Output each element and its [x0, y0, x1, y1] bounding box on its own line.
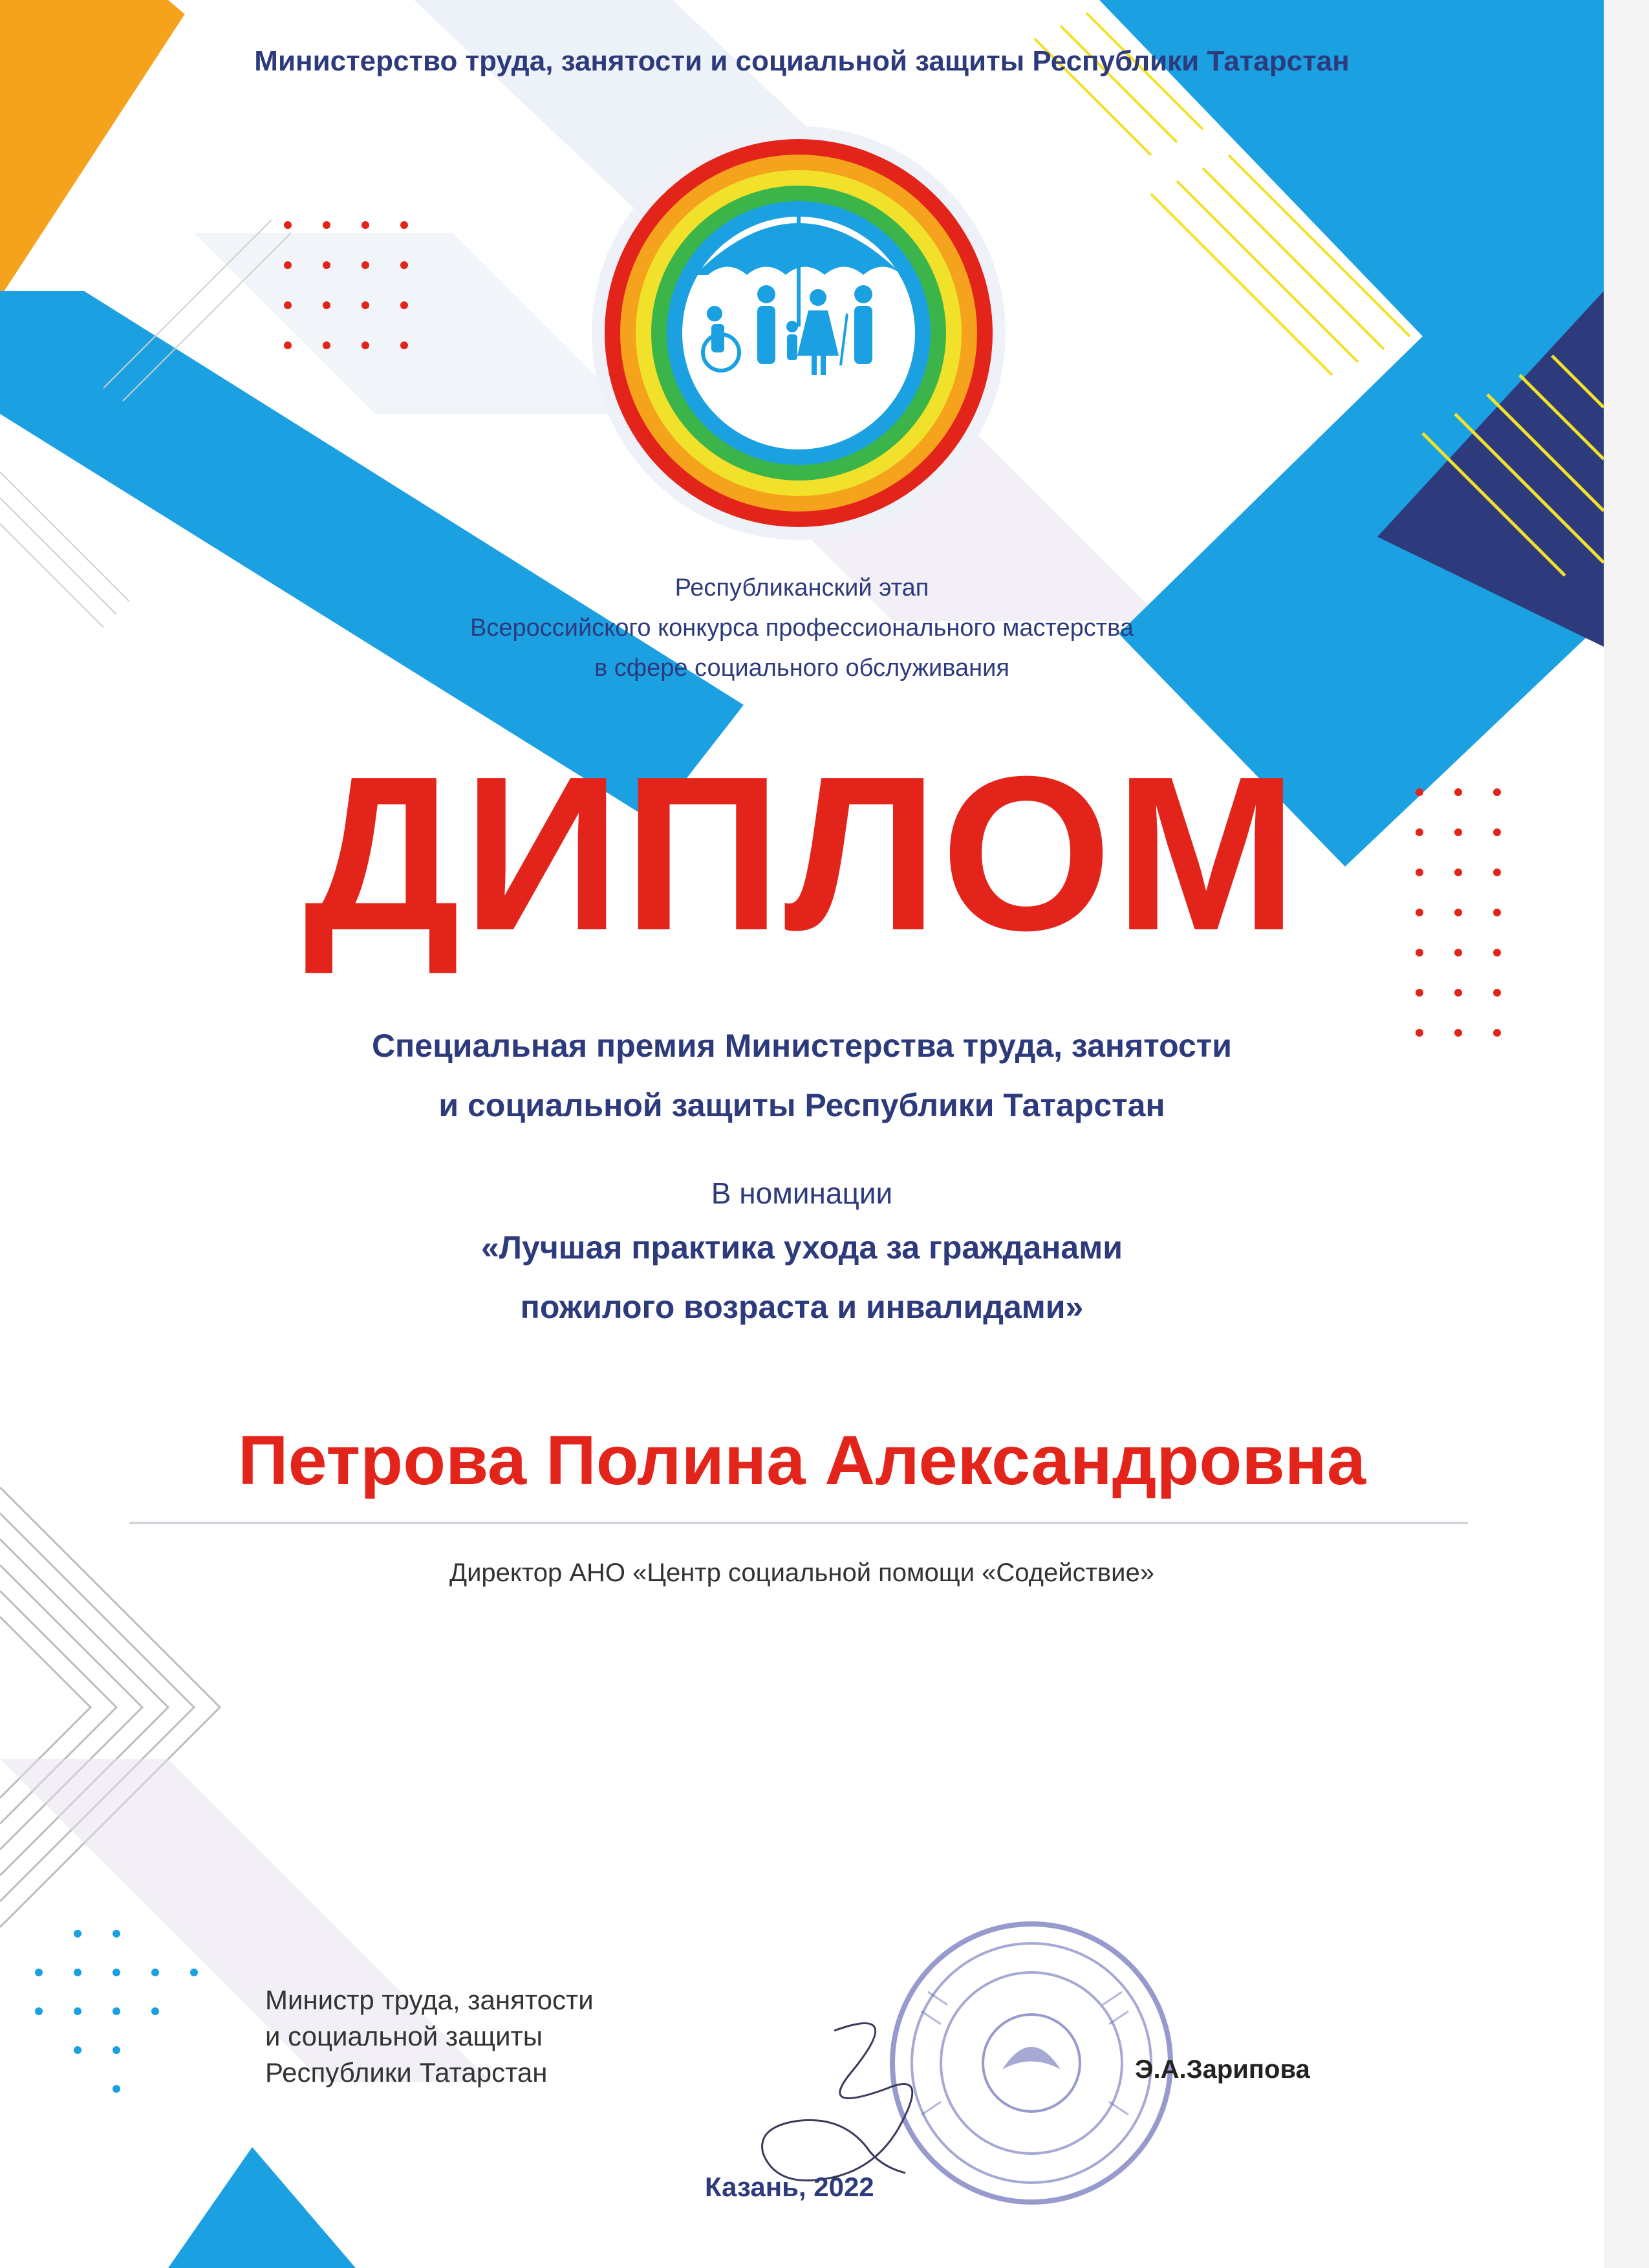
contest-line-2: Всероссийского конкурса профессионального мастерства — [469, 614, 1134, 642]
signatory-title-line-3: Республики Татарстан — [265, 2057, 548, 2088]
contest-line-1: Республиканский этап — [674, 574, 929, 601]
recipient-position: Директор АНО «Центр социальной помощи «Содействие» — [449, 1559, 1155, 1587]
place-and-date: Казань, 2022 — [705, 2172, 874, 2202]
nomination-line-2: пожилого возраста и инвалидами» — [520, 1289, 1084, 1325]
nomination-label: В номинации — [711, 1176, 893, 1210]
prize-line-2: и социальной защиты Республики Татарстан — [438, 1087, 1165, 1123]
prize-line-1: Специальная премия Министерства труда, занятости — [371, 1028, 1233, 1064]
document-title: ДИПЛОМ — [303, 731, 1300, 977]
signatory-title — [265, 1982, 718, 2091]
recipient-name: Петрова Полина Александровна — [237, 1421, 1366, 1499]
signatory-title-line-1: Министр труда, занятости — [265, 1985, 594, 2015]
signatory-title-line-2: и социальной защиты — [265, 2021, 543, 2051]
contest-logo — [585, 120, 1012, 546]
nomination-line-1: «Лучшая практика ухода за гражданами — [481, 1229, 1123, 1266]
contest-line-3: в сфере социального обслуживания — [594, 654, 1009, 682]
ministry-header: Министерство труда, занятости и социальной защиты Республики Татарстан — [254, 45, 1350, 77]
signatory-name: Э.А.Зарипова — [1135, 2055, 1310, 2084]
